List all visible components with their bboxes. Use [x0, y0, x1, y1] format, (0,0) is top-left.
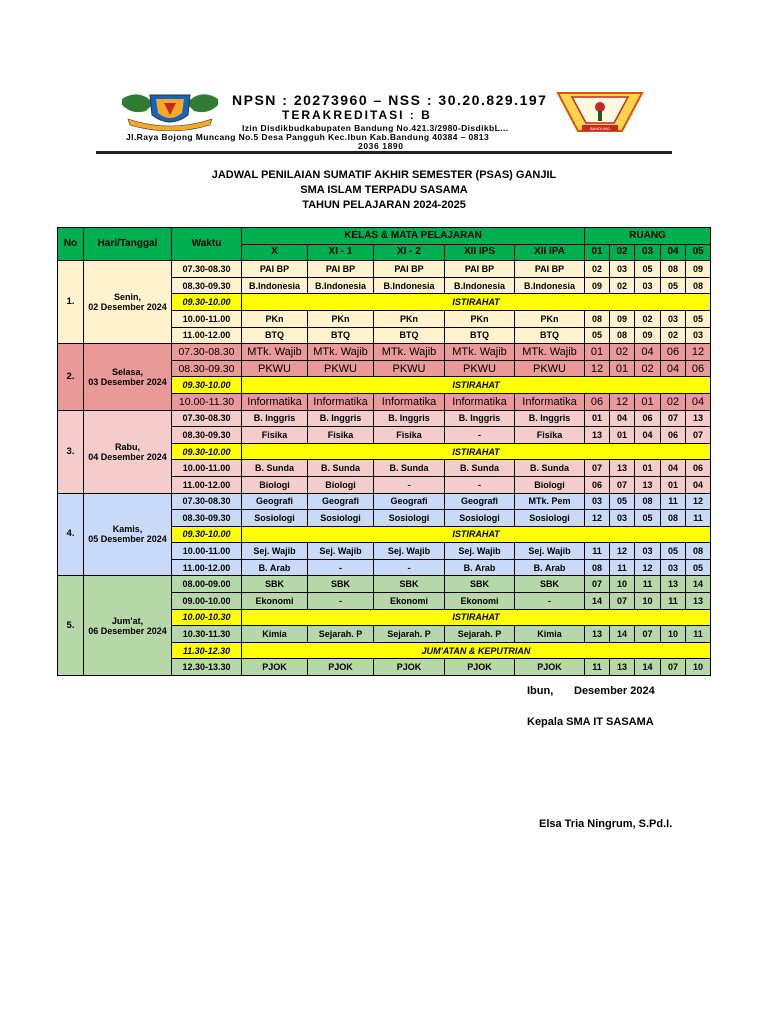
time-cell: 09.30-10.00 [172, 294, 242, 311]
subject-cell: - [515, 593, 585, 610]
day-name: Rabu, [114, 441, 140, 452]
subject-cell: Informatika [242, 393, 308, 410]
subject-cell: Sosiologi [242, 510, 308, 527]
room-cell: 10 [686, 659, 711, 676]
room-cell: 03 [610, 261, 635, 278]
subject-cell: BTQ [242, 327, 308, 344]
exam-schedule-table [57, 227, 711, 676]
time-cell: 11.00-12.00 [172, 327, 242, 344]
room-cell: 03 [610, 510, 635, 527]
subject-cell: Informatika [308, 393, 374, 410]
time-cell: 10.00-11.00 [172, 460, 242, 477]
time-cell: 11.00-12.00 [172, 559, 242, 576]
subject-cell: Geografi [242, 493, 308, 510]
letterhead [96, 88, 672, 154]
room-cell: 04 [635, 427, 661, 444]
subject-cell: MTk. Wajib [308, 344, 374, 361]
room-cell: 07 [661, 410, 686, 427]
school-logo-caption: BANDUNG [589, 126, 611, 131]
room-cell: 08 [661, 261, 686, 278]
subject-cell: Kimia [515, 626, 585, 643]
room-cell: 05 [661, 543, 686, 560]
schedule-row [58, 576, 711, 593]
room-cell: 04 [661, 360, 686, 377]
school-logo-icon [556, 91, 644, 137]
room-cell: 13 [635, 476, 661, 493]
subject-cell: PKn [445, 310, 515, 327]
room-cell: 06 [635, 410, 661, 427]
room-cell: 03 [585, 493, 610, 510]
room-cell: 07 [585, 460, 610, 477]
room-cell: 10 [661, 626, 686, 643]
signature-name: Elsa Tria Ningrum, S.Pd.I. [539, 818, 673, 830]
room-cell: 07 [686, 427, 711, 444]
room-cell: 07 [610, 593, 635, 610]
subject-cell: PJOK [515, 659, 585, 676]
room-cell: 01 [585, 410, 610, 427]
room-cell: 02 [610, 344, 635, 361]
room-cell: 02 [661, 393, 686, 410]
room-cell: 04 [661, 460, 686, 477]
subject-cell: Biologi [242, 476, 308, 493]
signature-date: Desember 2024 [574, 685, 655, 697]
time-cell: 09.30-10.00 [172, 526, 242, 543]
subject-cell: Geografi [374, 493, 445, 510]
room-cell: 06 [661, 427, 686, 444]
subject-cell: SBK [515, 576, 585, 593]
subject-cell: PKWU [515, 360, 585, 377]
subject-cell: BTQ [308, 327, 374, 344]
room-cell: 01 [585, 344, 610, 361]
room-cell: 01 [610, 360, 635, 377]
room-cell: 11 [661, 493, 686, 510]
room-cell: 03 [635, 543, 661, 560]
time-cell: 10.00-11.00 [172, 310, 242, 327]
room-cell: 12 [585, 510, 610, 527]
room-cell: 07 [610, 476, 635, 493]
room-cell: 08 [585, 310, 610, 327]
subject-cell: Sosiologi [515, 510, 585, 527]
subject-cell: Sejarah. P [445, 626, 515, 643]
day-number: 4. [58, 493, 84, 576]
room-cell: 06 [585, 476, 610, 493]
subject-cell: Sosiologi [374, 510, 445, 527]
subject-cell: Sejarah. P [308, 626, 374, 643]
time-cell: 09.30-10.00 [172, 377, 242, 394]
subject-cell: Sej. Wajib [515, 543, 585, 560]
room-cell: 06 [686, 460, 711, 477]
room-cell: 12 [610, 393, 635, 410]
room-cell: 08 [686, 277, 711, 294]
subject-cell: PAI BP [374, 261, 445, 278]
header-class-xii-ips: XII IPS [445, 244, 515, 261]
day-cell [84, 261, 172, 344]
subject-cell: Informatika [515, 393, 585, 410]
subject-cell: Ekonomi [445, 593, 515, 610]
subject-cell: PKn [374, 310, 445, 327]
room-cell: 11 [661, 593, 686, 610]
room-cell: 05 [585, 327, 610, 344]
time-cell: 07.30-08.30 [172, 261, 242, 278]
time-cell: 09.00-10.00 [172, 593, 242, 610]
day-date: 04 Desember 2024 [88, 451, 167, 462]
day-date: 06 Desember 2024 [88, 625, 167, 636]
day-date: 03 Desember 2024 [88, 376, 167, 387]
header-room-05: 05 [686, 244, 711, 261]
room-cell: 10 [635, 593, 661, 610]
subject-cell: BTQ [445, 327, 515, 344]
subject-cell: SBK [308, 576, 374, 593]
room-cell: 02 [635, 310, 661, 327]
room-cell: 08 [635, 493, 661, 510]
room-cell: 03 [686, 327, 711, 344]
header-rooms: RUANG [585, 228, 711, 245]
room-cell: 05 [661, 277, 686, 294]
time-cell: 08.30-09.30 [172, 510, 242, 527]
header-room-04: 04 [661, 244, 686, 261]
subject-cell: B.Indonesia [445, 277, 515, 294]
schedule-row [58, 410, 711, 427]
room-cell: 08 [686, 543, 711, 560]
signature-place: Ibun, [527, 685, 554, 697]
header-row [58, 228, 711, 245]
time-cell: 07.30-08.30 [172, 344, 242, 361]
subject-cell: Sej. Wajib [242, 543, 308, 560]
schedule-row [58, 344, 711, 361]
subject-cell: B. Arab [515, 559, 585, 576]
subject-cell: B. Sunda [374, 460, 445, 477]
time-cell: 08.00-09.00 [172, 576, 242, 593]
room-cell: 14 [610, 626, 635, 643]
schedule-row [58, 261, 711, 278]
subject-cell: PAI BP [515, 261, 585, 278]
time-cell: 10.30-11.30 [172, 626, 242, 643]
subject-cell: Geografi [308, 493, 374, 510]
room-cell: 09 [635, 327, 661, 344]
day-cell [84, 344, 172, 410]
time-cell: 09.30-10.00 [172, 443, 242, 460]
break-label: ISTIRAHAT [242, 526, 711, 543]
subject-cell: Fisika [242, 427, 308, 444]
subject-cell: PKWU [445, 360, 515, 377]
subject-cell: Fisika [515, 427, 585, 444]
subject-cell: Biologi [308, 476, 374, 493]
permit-line: Izin Disdikbudkabupaten Bandung No.421.3/2980-DisdikbL... [242, 123, 509, 133]
room-cell: 03 [635, 277, 661, 294]
room-cell: 07 [635, 626, 661, 643]
subject-cell: B. Inggris [242, 410, 308, 427]
subject-cell: MTk. Wajib [242, 344, 308, 361]
room-cell: 07 [585, 576, 610, 593]
room-cell: 13 [610, 659, 635, 676]
room-cell: 02 [635, 360, 661, 377]
room-cell: 12 [635, 559, 661, 576]
subject-cell: Informatika [445, 393, 515, 410]
header-day: Hari/Tanggal [84, 228, 172, 261]
header-classes: KELAS & MATA PELAJARAN [242, 228, 585, 245]
room-cell: 13 [585, 427, 610, 444]
room-cell: 04 [686, 393, 711, 410]
room-cell: 11 [686, 626, 711, 643]
subject-cell: PJOK [374, 659, 445, 676]
room-cell: 13 [585, 626, 610, 643]
day-number: 3. [58, 410, 84, 493]
header-time: Waktu [172, 228, 242, 261]
room-cell: 12 [585, 360, 610, 377]
room-cell: 05 [686, 559, 711, 576]
room-cell: 05 [635, 261, 661, 278]
subject-cell: PKn [515, 310, 585, 327]
subject-cell: B. Inggris [308, 410, 374, 427]
header-no: No [58, 228, 84, 261]
time-cell: 07.30-08.30 [172, 410, 242, 427]
break-label: JUM'ATAN & KEPUTRIAN [242, 642, 711, 659]
subject-cell: Sosiologi [445, 510, 515, 527]
subject-cell: PKWU [374, 360, 445, 377]
subject-cell: - [374, 559, 445, 576]
signature-position: Kepala SMA IT SASAMA [527, 716, 654, 728]
room-cell: 01 [610, 427, 635, 444]
room-cell: 09 [610, 310, 635, 327]
time-cell: 11.30-12.30 [172, 642, 242, 659]
room-cell: 06 [585, 393, 610, 410]
room-cell: 12 [686, 344, 711, 361]
time-cell: 07.30-08.30 [172, 493, 242, 510]
subject-cell: - [308, 559, 374, 576]
subject-cell: PKWU [308, 360, 374, 377]
room-cell: 01 [635, 393, 661, 410]
room-cell: 12 [610, 543, 635, 560]
address-line: Jl.Raya Bojong Muncang No.5 Desa Pangguh Kec.Ibun Kab.Bandung 40384 – 0813 [126, 132, 490, 142]
time-cell: 11.00-12.00 [172, 476, 242, 493]
room-cell: 05 [610, 493, 635, 510]
subject-cell: Sejarah. P [374, 626, 445, 643]
room-cell: 12 [686, 493, 711, 510]
room-cell: 13 [686, 593, 711, 610]
room-cell: 11 [585, 543, 610, 560]
room-cell: 11 [686, 510, 711, 527]
header-class-xi-1: XI - 1 [308, 244, 374, 261]
room-cell: 08 [610, 327, 635, 344]
schedule-body [58, 228, 711, 676]
room-cell: 08 [585, 559, 610, 576]
break-label: ISTIRAHAT [242, 294, 711, 311]
subject-cell: MTk. Pem [515, 493, 585, 510]
break-label: ISTIRAHAT [242, 377, 711, 394]
day-number: 2. [58, 344, 84, 410]
room-cell: 03 [661, 559, 686, 576]
room-cell: 11 [610, 559, 635, 576]
subject-cell: PAI BP [308, 261, 374, 278]
day-number: 1. [58, 261, 84, 344]
day-name: Jum'at, [111, 615, 144, 626]
subject-cell: PKn [308, 310, 374, 327]
day-date: 02 Desember 2024 [88, 302, 167, 313]
subject-cell: MTk. Wajib [445, 344, 515, 361]
subject-cell: B. Inggris [515, 410, 585, 427]
subject-cell: B. Inggris [374, 410, 445, 427]
subject-cell: Ekonomi [242, 593, 308, 610]
subject-cell: PJOK [242, 659, 308, 676]
room-cell: 05 [635, 510, 661, 527]
room-cell: 04 [635, 344, 661, 361]
header-class-x: X [242, 244, 308, 261]
subject-cell: B.Indonesia [374, 277, 445, 294]
subject-cell: Fisika [374, 427, 445, 444]
room-cell: 06 [686, 360, 711, 377]
title-line-1: JADWAL PENILAIAN SUMATIF AKHIR SEMESTER (PSAS) GANJIL [211, 169, 557, 181]
room-cell: 02 [661, 327, 686, 344]
room-cell: 03 [661, 310, 686, 327]
room-cell: 04 [610, 410, 635, 427]
header-room-01: 01 [585, 244, 610, 261]
header-room-03: 03 [635, 244, 661, 261]
subject-cell: BTQ [374, 327, 445, 344]
subject-cell: SBK [242, 576, 308, 593]
subject-cell: PJOK [308, 659, 374, 676]
subject-cell: B. Sunda [308, 460, 374, 477]
schedule-row [58, 493, 711, 510]
subject-cell: PAI BP [242, 261, 308, 278]
subject-cell: B. Sunda [515, 460, 585, 477]
day-number: 5. [58, 576, 84, 676]
time-cell: 10.00-10.30 [172, 609, 242, 626]
day-date: 05 Desember 2024 [88, 534, 167, 545]
subject-cell: BTQ [515, 327, 585, 344]
time-cell: 12.30-13.30 [172, 659, 242, 676]
subject-cell: B.Indonesia [308, 277, 374, 294]
subject-cell: B. Arab [242, 559, 308, 576]
room-cell: 09 [686, 261, 711, 278]
subject-cell: B. Arab [445, 559, 515, 576]
room-cell: 07 [661, 659, 686, 676]
subject-cell: B. Sunda [445, 460, 515, 477]
subject-cell: - [445, 476, 515, 493]
room-cell: 13 [661, 576, 686, 593]
subject-cell: Sej. Wajib [308, 543, 374, 560]
subject-cell: Ekonomi [374, 593, 445, 610]
room-cell: 02 [610, 277, 635, 294]
subject-cell: Biologi [515, 476, 585, 493]
accreditation-line: TERAKREDITASI : B [282, 108, 432, 122]
time-cell: 10.00-11.00 [172, 543, 242, 560]
subject-cell: PJOK [445, 659, 515, 676]
room-cell: 14 [635, 659, 661, 676]
room-cell: 05 [686, 310, 711, 327]
room-cell: 14 [686, 576, 711, 593]
subject-cell: - [445, 427, 515, 444]
subject-cell: B. Inggris [445, 410, 515, 427]
subject-cell: Sosiologi [308, 510, 374, 527]
subject-cell: SBK [374, 576, 445, 593]
subject-cell: PKWU [242, 360, 308, 377]
subject-cell: B.Indonesia [242, 277, 308, 294]
time-cell: 10.00-11.30 [172, 393, 242, 410]
day-cell [84, 410, 172, 493]
room-cell: 10 [610, 576, 635, 593]
subject-cell: - [374, 476, 445, 493]
header-class-xii-ipa: XII IPA [515, 244, 585, 261]
letterhead-divider [96, 151, 672, 154]
day-name: Senin, [113, 292, 141, 303]
header-class-xi-2: XI - 2 [374, 244, 445, 261]
subject-cell: Sej. Wajib [445, 543, 515, 560]
subject-cell: PAI BP [445, 261, 515, 278]
regency-logo-icon [120, 91, 220, 131]
room-cell: 04 [686, 476, 711, 493]
room-cell: 14 [585, 593, 610, 610]
subject-cell: Informatika [374, 393, 445, 410]
room-cell: 11 [635, 576, 661, 593]
room-cell: 06 [661, 344, 686, 361]
subject-cell: Fisika [308, 427, 374, 444]
break-label: ISTIRAHAT [242, 443, 711, 460]
subject-cell: PKn [242, 310, 308, 327]
time-cell: 08.30-09.30 [172, 277, 242, 294]
header-room-02: 02 [610, 244, 635, 261]
subject-cell: MTk. Wajib [515, 344, 585, 361]
subject-cell: Sej. Wajib [374, 543, 445, 560]
subject-cell: B. Sunda [242, 460, 308, 477]
subject-cell: Geografi [445, 493, 515, 510]
title-line-2: SMA ISLAM TERPADU SASAMA [300, 184, 468, 196]
room-cell: 09 [585, 277, 610, 294]
title-line-3: TAHUN PELAJARAN 2024-2025 [302, 199, 466, 211]
time-cell: 08.30-09.30 [172, 360, 242, 377]
npsn-line: NPSN : 20273960 – NSS : 30.20.829.197 [232, 92, 548, 108]
subject-cell: - [308, 593, 374, 610]
day-cell [84, 493, 172, 576]
room-cell: 08 [661, 510, 686, 527]
day-cell [84, 576, 172, 676]
break-label: ISTIRAHAT [242, 609, 711, 626]
room-cell: 13 [610, 460, 635, 477]
document-title [0, 168, 768, 213]
day-name: Selasa, [111, 366, 144, 377]
phone-line: 2036 1890 [358, 141, 404, 151]
subject-cell: MTk. Wajib [374, 344, 445, 361]
subject-cell: SBK [445, 576, 515, 593]
subject-cell: Kimia [242, 626, 308, 643]
room-cell: 13 [686, 410, 711, 427]
room-cell: 01 [635, 460, 661, 477]
subject-cell: B.Indonesia [515, 277, 585, 294]
day-name: Kamis, [112, 524, 143, 535]
room-cell: 11 [585, 659, 610, 676]
time-cell: 08.30-09.30 [172, 427, 242, 444]
room-cell: 02 [585, 261, 610, 278]
room-cell: 01 [661, 476, 686, 493]
